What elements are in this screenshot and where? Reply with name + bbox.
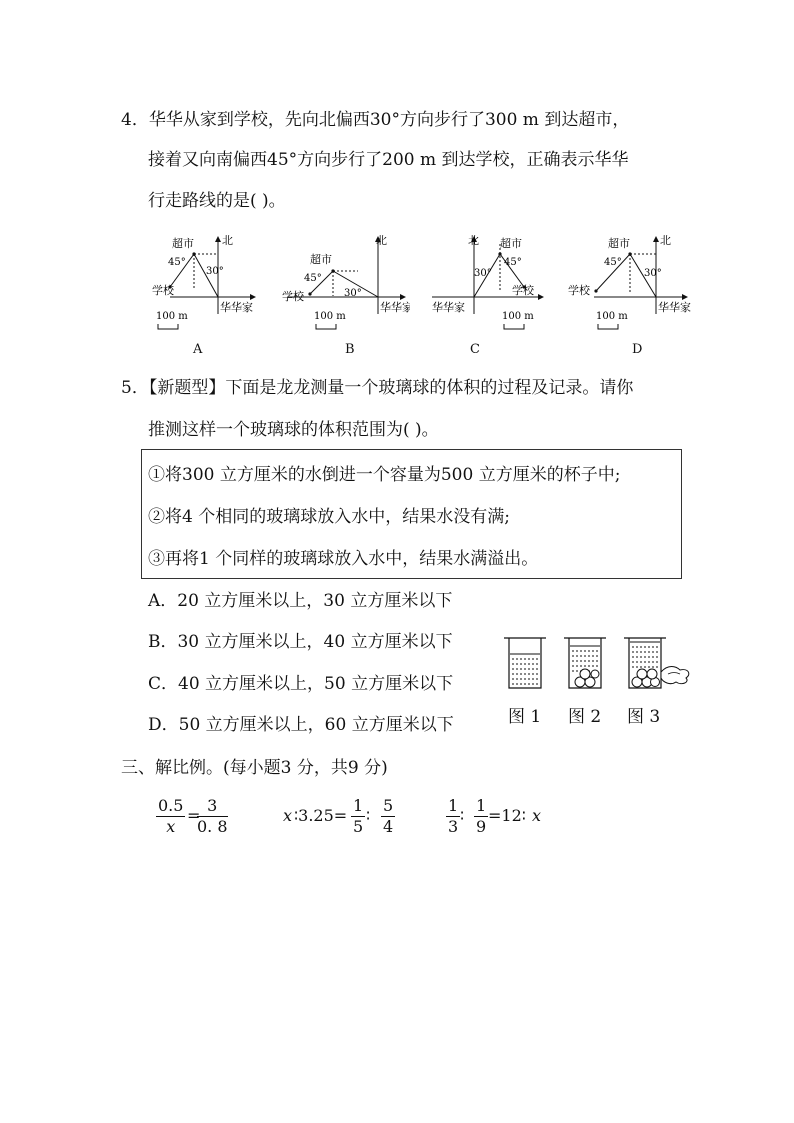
diagram-b-scale: 100 m bbox=[314, 311, 346, 322]
eq1-left-num: 0.5 bbox=[158, 796, 184, 815]
q4-line-1: 4．华华从家到学校，先向北偏西30°方向步行了300 m 到达超市， bbox=[121, 110, 630, 130]
beaker-2-icon bbox=[564, 638, 606, 688]
diagram-d-label: D bbox=[632, 342, 643, 357]
diagram-b-school: 学校 bbox=[282, 290, 304, 303]
diagram-d-school: 学校 bbox=[568, 284, 590, 297]
eq3-f2-den: 9 bbox=[476, 817, 487, 836]
eq3-rhs: =12∶ bbox=[488, 806, 526, 825]
diagram-d-angle-b: 30° bbox=[644, 268, 662, 279]
diagram-d-market: 超市 bbox=[608, 237, 630, 250]
diagram-a-label: A bbox=[193, 342, 203, 357]
beaker-3-icon bbox=[624, 638, 689, 688]
q5-line-1: 5．【新题型】下面是龙龙测量一个玻璃球的体积的过程及记录。请你 bbox=[121, 378, 634, 398]
diagram-c-market: 超市 bbox=[500, 237, 522, 250]
eq3-colon: ∶ bbox=[460, 806, 465, 825]
eq1-equals: = bbox=[187, 806, 201, 825]
q5-step-1: ①将300 立方厘米的水倒进一个容量为500 立方厘米的杯子中; bbox=[148, 465, 621, 485]
q5-option-c: C．40 立方厘米以上，50 立方厘米以下 bbox=[148, 674, 454, 694]
q5-steps-box bbox=[141, 449, 682, 579]
eq3-f1-num: 1 bbox=[448, 796, 459, 815]
eq3-fraction-2 bbox=[474, 796, 488, 837]
diagram-c-home: 华华家 bbox=[432, 301, 465, 314]
eq1-left-den: x bbox=[166, 817, 176, 836]
eq2-fraction-1 bbox=[351, 796, 365, 837]
eq2-fraction-2 bbox=[381, 796, 395, 837]
diagram-d bbox=[566, 230, 696, 339]
diagram-b-label: B bbox=[345, 342, 355, 357]
diagram-b-market: 超市 bbox=[310, 253, 332, 266]
eq3-fraction-1 bbox=[446, 796, 460, 837]
diagram-d-angle-a: 45° bbox=[604, 257, 622, 268]
diagram-a-school: 学校 bbox=[152, 284, 174, 297]
diagram-c bbox=[430, 230, 560, 339]
figure-1-label: 图 1 bbox=[508, 707, 542, 727]
diagram-d-scale: 100 m bbox=[596, 311, 628, 322]
diagram-a bbox=[150, 230, 280, 339]
diagram-b-north: 北 bbox=[376, 234, 387, 247]
q4-line-2: 接着又向南偏西45°方向步行了200 m 到达学校，正确表示华华 bbox=[148, 150, 629, 170]
diagram-a-scale: 100 m bbox=[156, 311, 188, 322]
q5-option-d: D．50 立方厘米以上，60 立方厘米以下 bbox=[148, 715, 454, 735]
diagram-b bbox=[280, 230, 410, 339]
eq2-f1-den: 5 bbox=[353, 817, 364, 836]
diagram-b-angle-b: 30° bbox=[344, 288, 362, 299]
diagram-d-svg bbox=[566, 230, 696, 335]
diagram-d-home: 华华家 bbox=[658, 301, 691, 314]
diagram-c-scale: 100 m bbox=[502, 311, 534, 322]
diagram-a-north: 北 bbox=[222, 234, 233, 247]
eq2-f2-den: 4 bbox=[383, 817, 394, 836]
diagram-b-svg bbox=[280, 230, 410, 335]
eq3-variable: x bbox=[532, 806, 542, 825]
q5-step-2: ②将4 个相同的玻璃球放入水中，结果水没有满; bbox=[148, 507, 510, 527]
eq1-left-fraction bbox=[156, 796, 185, 837]
diagram-c-svg bbox=[430, 230, 560, 335]
diagram-c-school: 学校 bbox=[512, 284, 534, 297]
diagram-c-angle-a: 45° bbox=[504, 257, 522, 268]
eq3-f1-den: 3 bbox=[448, 817, 459, 836]
q5-step-3: ③再将1 个同样的玻璃球放入水中，结果水满溢出。 bbox=[148, 549, 539, 569]
diagram-a-home: 华华家 bbox=[220, 301, 253, 314]
diagram-d-north: 北 bbox=[660, 234, 671, 247]
diagram-c-angle-b: 30° bbox=[474, 268, 492, 279]
eq2-variable: x bbox=[283, 806, 293, 825]
eq1-right-num: 3 bbox=[197, 796, 228, 817]
diagram-c-north: 北 bbox=[468, 234, 479, 247]
diagram-b-angle-a: 45° bbox=[304, 273, 322, 284]
q4-line-3: 行走路线的是( )。 bbox=[148, 191, 286, 211]
q5-option-b: B．30 立方厘米以上，40 立方厘米以下 bbox=[148, 632, 453, 652]
beakers-svg bbox=[500, 632, 700, 694]
diagram-a-svg bbox=[150, 230, 280, 335]
eq2-ratio: ∶3.25= bbox=[294, 806, 348, 825]
figure-2-label: 图 2 bbox=[568, 707, 602, 727]
diagram-a-angle-a: 45° bbox=[168, 257, 186, 268]
q5-line-2: 推测这样一个玻璃球的体积范围为( )。 bbox=[148, 420, 439, 440]
beaker-figures bbox=[500, 632, 700, 732]
eq1-right-den: 0. 8 bbox=[197, 817, 228, 836]
eq1-right-fraction bbox=[197, 796, 228, 837]
eq2-f1-num: 1 bbox=[353, 796, 364, 815]
diagram-a-angle-b: 30° bbox=[206, 266, 224, 277]
eq2-colon: ∶ bbox=[366, 806, 371, 825]
beaker-1-icon bbox=[504, 638, 546, 688]
section-3-title: 三、解比例。(每小题3 分，共9 分) bbox=[121, 758, 388, 778]
diagram-c-label: C bbox=[470, 342, 480, 357]
diagram-b-home: 华华家 bbox=[380, 301, 410, 314]
diagram-a-market: 超市 bbox=[172, 237, 194, 250]
eq2-f2-num: 5 bbox=[383, 796, 394, 815]
figure-3-label: 图 3 bbox=[627, 707, 661, 727]
eq3-f2-num: 1 bbox=[476, 796, 487, 815]
q5-option-a: A．20 立方厘米以上，30 立方厘米以下 bbox=[148, 591, 453, 611]
